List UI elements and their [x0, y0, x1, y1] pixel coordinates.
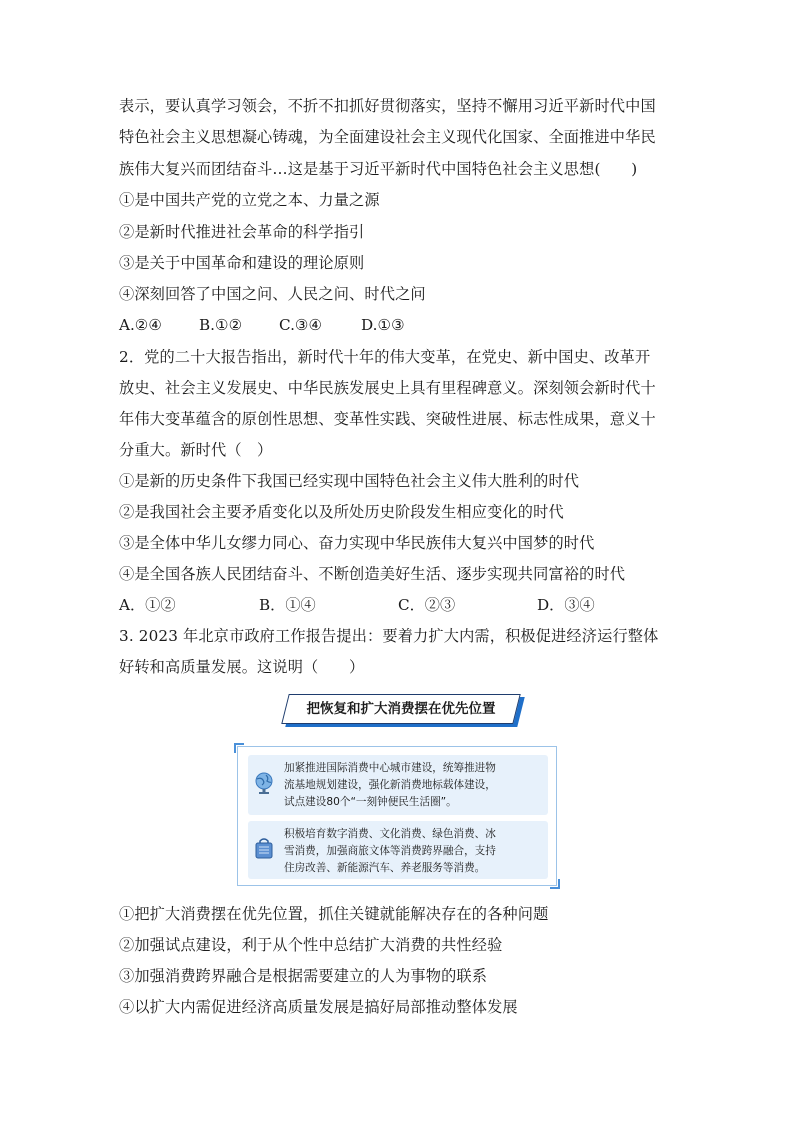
panel-1-text [284, 760, 546, 811]
consumption-infographic [233, 694, 563, 892]
q2-item-4: ④是全国各族人民团结奋斗、不断创造美好生活、逐步实现共同富裕的时代 [119, 565, 626, 583]
q1-stem-line-2: 特色社会主义思想凝心铸魂，为全面建设社会主义现代化国家、全面推进中华民 [119, 128, 656, 146]
q2-option-a[interactable]: A．①② [119, 596, 176, 614]
panel-2-line-1: 积极培育数字消费、文化消费、绿色消费、冰 [284, 828, 496, 840]
q2-item-3: ③是全体中华儿女缪力同心、奋力实现中华民族伟大复兴中国梦的时代 [119, 534, 595, 552]
q3-item-2: ②加强试点建设，利于从个性中总结扩大消费的共性经验 [119, 936, 503, 954]
panel-2-line-3: 住房改善、新能源汽车、养老服务等消费。 [284, 862, 486, 874]
corner-mark-bottom-right [550, 879, 560, 889]
q2-option-d[interactable]: D．③④ [537, 596, 595, 614]
q2-stem-line-3: 年伟大变革蕴含的原创性思想、变革性实践、突破性进展、标志性成果，意义十 [119, 410, 656, 428]
q3-item-1: ①把扩大消费摆在优先位置，抓住关键就能解决存在的各种问题 [119, 905, 549, 923]
q1-option-d[interactable]: D.①③ [361, 316, 405, 334]
q2-stem-line-1: 2．党的二十大报告指出，新时代十年的伟大变革，在党史、新中国史、改革开 [119, 348, 651, 366]
q1-option-c[interactable]: C.③④ [279, 316, 323, 334]
q2-stem-line-2: 放史、社会主义发展史、中华民族发展史上具有里程碑意义。深刻领会新时代十 [119, 379, 656, 397]
infographic-title-banner [285, 694, 523, 728]
panel-2-line-2: 雪消费，加强商旅文体等消费跨界融合，支持 [284, 845, 496, 857]
q3-stem-line-2: 好转和高质量发展。这说明（ ） [119, 658, 365, 676]
q1-item-1: ①是中国共产党的立党之本、力量之源 [119, 191, 380, 209]
q2-option-c[interactable]: C．②③ [398, 596, 456, 614]
q3-stem-line-1: 3. 2023 年北京市政府工作报告提出：要着力扩大内需，积极促进经济运行整体 [119, 627, 659, 645]
panel-1-line-1: 加紧推进国际消费中心城市建设，统筹推进物 [284, 762, 496, 774]
q1-stem-line-3: 族伟大复兴而团结奋斗…这是基于习近平新时代中国特色社会主义思想( ) [119, 160, 638, 178]
corner-mark-top-left [234, 743, 244, 753]
panel-2-text [284, 826, 546, 877]
q2-stem-line-4: 分重大。新时代（ ） [119, 441, 273, 459]
q3-item-3: ③加强消费跨界融合是根据需要建立的人为事物的联系 [119, 967, 488, 985]
q1-item-2: ②是新时代推进社会革命的科学指引 [119, 223, 365, 241]
q1-item-4: ④深刻回答了中国之问、人民之问、时代之问 [119, 285, 426, 303]
panel-1-line-3: 试点建设80个“一刻钟便民生活圈”。 [284, 796, 457, 808]
q2-option-b[interactable]: B．①④ [259, 596, 316, 614]
q3-item-4: ④以扩大内需促进经济高质量发展是搞好局部推动整体发展 [119, 998, 518, 1016]
q1-option-a[interactable]: A.②④ [119, 316, 163, 334]
globe-icon [252, 771, 276, 795]
q1-item-3: ③是关于中国革命和建设的理论原则 [119, 254, 365, 272]
q1-option-b[interactable]: B.①② [199, 316, 243, 334]
q2-item-2: ②是我国社会主要矛盾变化以及所处历史阶段发生相应变化的时代 [119, 503, 564, 521]
infographic-title: 把恢复和扩大消费摆在优先位置 [306, 701, 496, 717]
infographic-panel-2 [248, 821, 548, 879]
q2-item-1: ①是新的历史条件下我国已经实现中国特色社会主义伟大胜利的时代 [119, 472, 580, 490]
infographic-panel-1 [248, 755, 548, 815]
panel-1-line-2: 流基地规划建设，强化新消费地标载体建设， [284, 779, 496, 791]
shopping-bag-icon [252, 836, 276, 860]
q1-stem-line-1: 表示，要认真学习领会，不折不扣抓好贯彻落实，坚持不懈用习近平新时代中国 [119, 97, 656, 115]
infographic-content-box [237, 746, 557, 886]
